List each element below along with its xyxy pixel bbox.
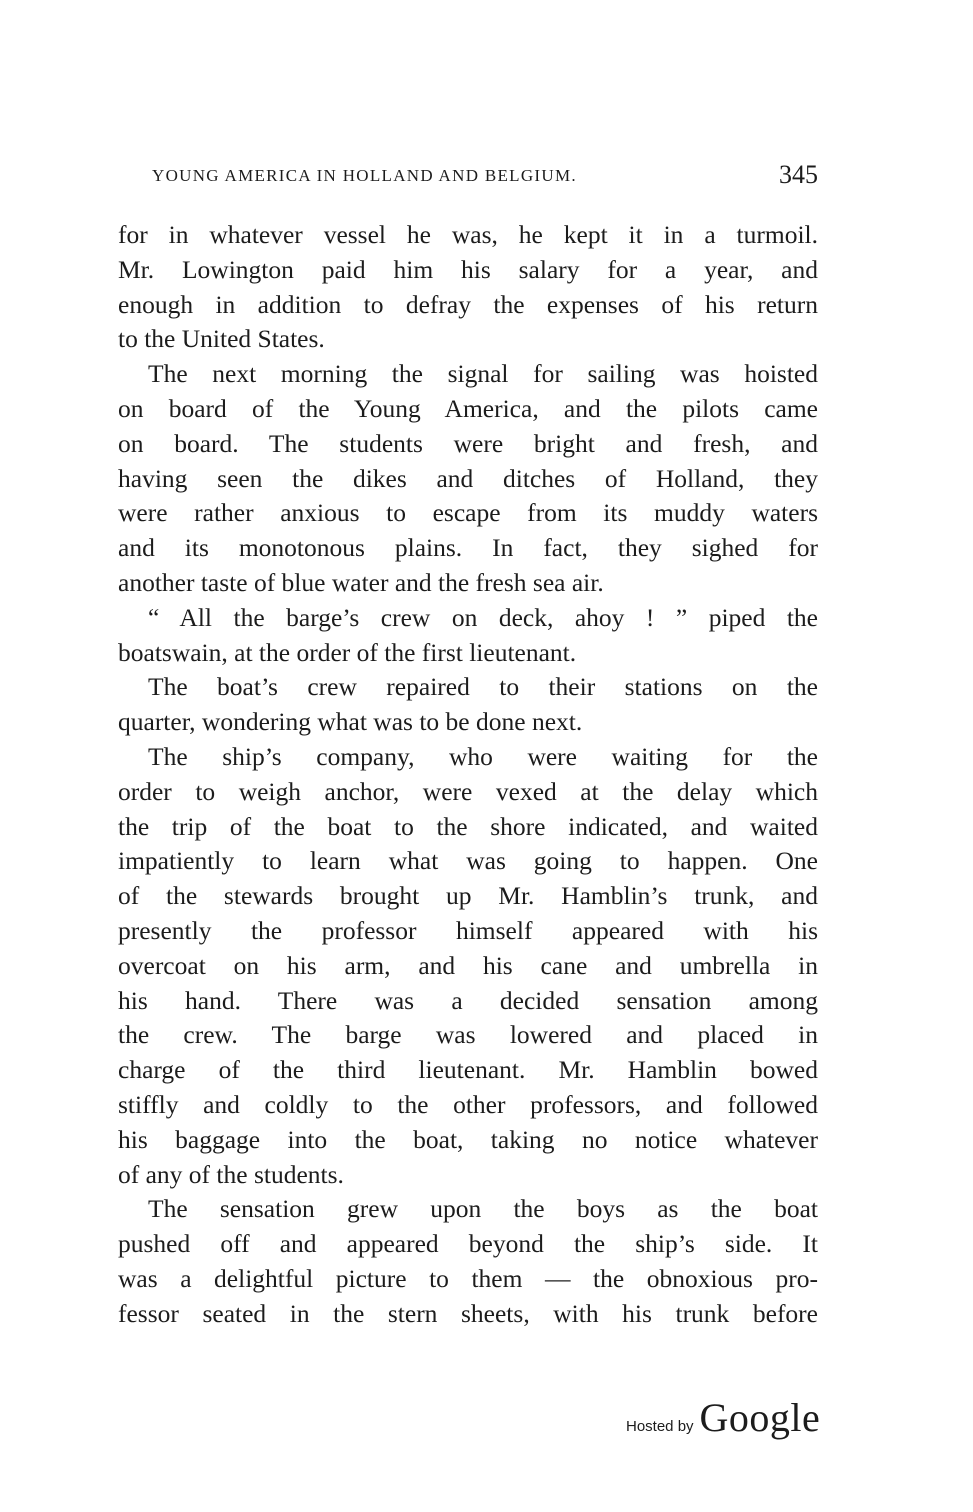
text-line: The next morning the signal for sailing was hoisted bbox=[148, 359, 818, 389]
text-line: impatiently to learn what was going to happen. One bbox=[118, 846, 818, 876]
text-line: on board. The students were bright and fresh, and bbox=[118, 428, 818, 458]
text-line: of any of the students. bbox=[118, 1159, 344, 1189]
google-logo: Google bbox=[699, 1395, 821, 1440]
text-line: order to weigh anchor, were vexed at the delay which bbox=[118, 776, 818, 806]
text-line: The ship’s company, who were waiting for the bbox=[148, 741, 818, 771]
hosted-by-label: Hosted by bbox=[626, 1418, 694, 1435]
text-line: presently the professor himself appeared with his bbox=[118, 915, 818, 945]
text-line: overcoat on his arm, and his cane and umbrella in bbox=[118, 950, 818, 980]
page-number: 345 bbox=[779, 160, 818, 189]
text-line: quarter, wondering what was to be done next. bbox=[118, 707, 583, 737]
text-line: were rather anxious to escape from its muddy waters bbox=[118, 498, 818, 528]
text-line: pushed off and appeared beyond the ship’s side. It bbox=[118, 1229, 818, 1259]
text-line: The boat’s crew repaired to their stations on the bbox=[148, 672, 818, 702]
text-line: his baggage into the boat, taking no notice whatever bbox=[118, 1124, 818, 1154]
body-text bbox=[118, 218, 818, 1332]
text-line: another taste of blue water and the fresh sea air. bbox=[118, 567, 604, 597]
text-line: of the stewards brought up Mr. Hamblin’s trunk, and bbox=[118, 881, 818, 911]
text-line: the trip of the boat to the shore indicated, and waited bbox=[118, 811, 818, 841]
text-line: Mr. Lowington paid him his salary for a year, and bbox=[118, 254, 818, 284]
text-line: boatswain, at the order of the first lieutenant. bbox=[118, 637, 577, 667]
text-line: on board of the Young America, and the pilots came bbox=[118, 393, 818, 423]
text-line: stiffly and coldly to the other professors, and followed bbox=[118, 1089, 818, 1119]
text-line: to the United States. bbox=[118, 324, 325, 354]
text-line: and its monotonous plains. In fact, they sighed for bbox=[118, 533, 818, 563]
text-line: fessor seated in the stern sheets, with his trunk before bbox=[118, 1298, 818, 1328]
text-line: was a delightful picture to them — the obnoxious pro- bbox=[118, 1263, 818, 1293]
text-line: charge of the third lieutenant. Mr. Hamblin bowed bbox=[118, 1055, 818, 1085]
running-head bbox=[152, 160, 818, 194]
text-line: having seen the dikes and ditches of Holland, they bbox=[118, 463, 818, 493]
text-line: his hand. There was a decided sensation among bbox=[118, 985, 818, 1015]
hosted-by-google bbox=[626, 1394, 820, 1444]
text-line: The sensation grew upon the boys as the boat bbox=[148, 1194, 818, 1224]
text-line: the crew. The barge was lowered and placed in bbox=[118, 1020, 818, 1050]
text-line: “ All the barge’s crew on deck, ahoy ! ” piped the bbox=[148, 602, 818, 632]
text-line: for in whatever vessel he was, he kept it in a turmoil. bbox=[118, 220, 818, 249]
running-title: YOUNG AMERICA IN HOLLAND AND BELGIUM. bbox=[152, 166, 577, 185]
text-line: enough in addition to defray the expenses of his return bbox=[118, 289, 818, 319]
